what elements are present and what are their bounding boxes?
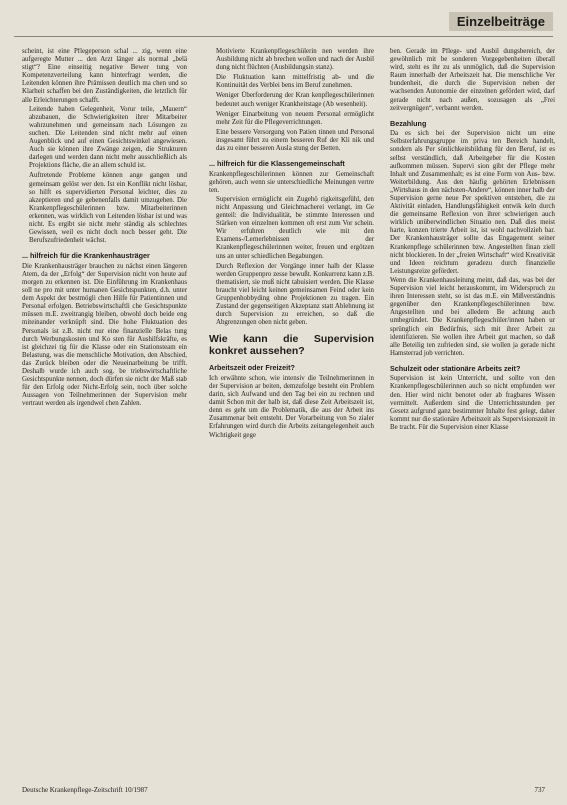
- paragraph: ben. Gerade im Pflege- und Ausbil dungsbereich, der gewöhnlich mit be sonderen Vorgegebenheiten überall wird, steht es ihr zu als unmöglich, daß die Supervision Raum innerhalb der Arbeitszeit hat. Die menschliche Ver bundenheit, die durch die Supervision neben der wachsenden Autonomie der einzelnen gefördert wird, darf gerade nicht nach außen, sozusagen als „Frei zeitvergnügen“, verbannt werden.: [390, 48, 555, 112]
- page-number: 737: [534, 786, 545, 794]
- column-left: [22, 48, 187, 770]
- column-middle: [209, 48, 374, 770]
- paragraph: Da es sich bei der Supervision nicht um eine Selbsterfahrungsgruppe im priva ten Bereich handelt, sondern als Per sönlichkeitsbildung für den Beruf, ist es selbst verständlich, daß Arbeitgeber für die Kosten aufkommen müssen. Supervi sion gibt der Pflege mehr Inhalt und Zusammenhalt; es ist eine Form von Aus- bzw. Weiterbildung. Aus den häufig gehörten Erlebnissen „Wirtshaus in den nächsten-Andere“, können inner halb der Supervision gerne neue Per spektiven entstehen, die zu Aktivität einladen, Handlungsfähigkeit entwik keln durch die gemeinsame Reflexion von ihrer schwierigen auch wirklich unüberwindlichen Situatio nen. Daß dies meist harte, konzen trierte Arbeit ist, ist wohl nachvollzieh bar. Der Krankenhausträger sollte das Engagement seiner Krankenpflege schülerinnen bzw. Angestellten finan ziell nicht blockieren. In der „freien Wirtschaft“ wird Kreativität und Ideen reichtum geradezu durch finanzielle Leistungsreize gefördert.: [390, 130, 555, 275]
- paragraph: Die Krankenhausträger brauchen zu nächst einen längeren Atem, da der „Erfolg“ der Supervision nicht von heute auf morgen zu erkennen ist. Die Einführung im Krankenhaus soll ne pro mit unter humanen Gesichtspunkten, d.h. unter dem Aspekt der bestmögli chen Hilfe für Patientinnen und Personal erfolgen. Betriebswirtschaftli che Gesichtspunkte müssen m.E. zweitrangig bleiben, obwohl doch beide eng miteinander verknüpft sind. Die hohe Fluktuation des Personals ist z.B. nicht nur eine finanzielle Belas tung durch Werbungskosten und Ko sten für Aushilfskräfte, es ist gleichzei tig für die Klasse oder ein Stationsteam ein Belastung, was die menschliche Motivation, den Abschied, das Zurück bleiben oder die Neueinarbeitung be trifft. Deshalb wurde ich auch sog. be triebswirtschaftliche Gesichtspunkte nennen, doch dürfen sie nicht der Maß stab für den Erfolg oder Nicht-Erfolg sein, noch über solche Aussagen von Teilnehmerinnen der Supervision mehr vertraut werden als irgendwel chen Zahlen.: [22, 262, 187, 408]
- section-heading: Wie kann die Supervision konkret aussehen?: [209, 333, 374, 358]
- section-label: Einzelbeiträge: [449, 12, 553, 31]
- bullet-list: [209, 48, 374, 153]
- subheading: ... hilfreich für die Krankenhausträger: [22, 251, 150, 261]
- journal-name: Deutsche Krankenpflege-Zeitschrift 10/1987: [22, 786, 148, 794]
- subheading: Schulzeit oder stationäre Arbeits zeit?: [390, 363, 521, 373]
- list-item: • Auftretende Probleme können ange gangen und gemeinsam gelöst wer den. Ist ein Konflikt nicht lösbar, so hilft es supervidierten Personal leichter, dies zu akzeptieren und ge gebenenfalls damit umzugehen. Die Krankenpflegeschülerinnen bzw. Mitarbeiterinnen erkennen, was wirklich von Leitenden lösbar ist und was nicht. Es ergibt sie nicht mehr ständig als schlechtes Gewissen, weil es nicht doch noch besser geht. Die Berufszufriedenheit wächst.: [29, 172, 187, 245]
- list-item: • Leitende haben Gelegenheit, Vorur teile, „Mauern“ abzubauen, die Schwierigkeiten ihrer Mitarbeiter wahrzunehmen und gemeinsam nach Lösungen zu suchen. Die Leitenden sind nicht mehr auf einen Augenblick und auf einen Gesichtswinkel angewiesen. Auch sie können ihre Zwänge zeigen, die Strukturen darlegen und werden dann nicht mehr ausschließlich als Projektions fläche, die an allem schuld ist.: [29, 106, 187, 171]
- paragraph: Supervision ist kein Unterricht, und sollte von den Krankenpflegeschülerinnen auch so nicht empfunden wer den. Hier wird nicht benotet oder ab fragbares Wissen vermittelt. Außerdem sind die Unterrichtsstunden per Gesetz aufgrund ganz bestimmter Inhalte fest gelegt, daher kommt nur die stationäre Arbeitszeit als Supervisionszeit in Be tracht. Für die Supervision einer Klasse: [390, 375, 555, 431]
- subheading: Arbeitszeit oder Freizeit?: [209, 363, 295, 373]
- bullet-list: [209, 196, 374, 328]
- header-bar: [14, 8, 553, 37]
- list-item: • Die Fluktuation kann mittelfristig ab- und die Kontinuität des Verblei bens im Beruf zunehmen.: [216, 74, 374, 90]
- list-item: • Supervision ermöglicht ein Zugehö rigkeitsgefühl, den nicht Anpassung und Gleichmacherei verlangt, im Ge genteil: die Individualität, be stimmte Interessen und Stärken von einzelnen kommen oft erst zum Vor schein. Wir erfuhren deutlich wie mit den Examens-/Lernerlebnissen der Krankenpflegeschülerinnen weiter, freuen und ergötzen uns an unter schiedlichen Begabungen.: [216, 196, 374, 261]
- list-item: • Weniger Einarbeitung von neuem Personal ermöglicht mehr Zeit für die Pflegeverrichtungen.: [216, 111, 374, 127]
- paragraph: Ich erwähnte schon, wie intensiv die Teilnehmerinnen in der Supervision ar beiten, demzufolge besteht ein Problem darin, sich Aufwand und den Tag bei ein zu rechnen und damit Schon mit der halb ist, daß diese Zeit Arbeitszeit ist, denn es geht um die Problematik, die aus der Arbeit ins Zusammenar beit entsteht. Der Vorarbeitung von So zialer Erfahrungen wird durch die Arbeits zeitangelegenheit auch Wichtigkeit gege: [209, 374, 374, 439]
- list-item: • Eine bessere Versorgung von Patien tinnen und Personal insgesamt führt zu einem besseren Ruf der Kli nik und das zu einer besseren Ausla stung der Betten.: [216, 129, 374, 153]
- paragraph: Krankenpflegeschülerinnen können zur Gemeinschaft gehören, auch wenn sie unterschiedliche Meinungen vertre ten.: [209, 170, 374, 194]
- bullet-list: [22, 106, 187, 246]
- list-item: • Durch Reflexion der Vorgänge inner halb der Klasse werden Gruppenpro zesse bewußt. Konkurrenz kann z.B. thematisiert, sie muß nicht tabuisiert werden. Die Klasse braucht viel leicht keinen gemeinsamen Feind oder kein Gruppenhobbyding ohne Projektionen zu tragen. Ein Zustand der gegenseitigen Akzeptanz statt Ablehnung ist durch Supervision zu erreichen, so daß die Abgrenzungen oben nicht geben.: [216, 263, 374, 328]
- paragraph: scheint, ist eine Pflegeperson schal ... zig, wenn eine aufgeregte Mutter ... den Arzt länger als normal „belä stigt“? Eine einseitig negative Bewer tung von Kompetenzverteilung kann hinterfragt werden, die Leitenden können ihre Prämissen deutlich ma chen und so Klarheit schaffen bei den Zuständigkeiten, die letztlich für alle Erleichterungen schafft.: [22, 48, 187, 104]
- subheading: Bezahlung: [390, 118, 427, 128]
- list-item: • Weniger Überforderung der Kran kenpflegeschülerinnen bedeutet auch weniger Krankheitstage (Ab wesenheit).: [216, 92, 374, 108]
- paragraph: Wenn die Krankenhausleitung meint, daß das, was bei der Supervision viel leicht herauskommt, im Widerspruch zu ihren Interessen steht, so ist das m.E. ein Mißverständnis gegenüber den Krankenpflegeschülerinnen bzw. Angestellten und bei alledem Be achtung auch umbegründet. Die Krankenpflegeschüler/innen haben ur sprünglich ein Bedürfnis, sich mit ihrer Arbeit zu identifizieren. Sie wollen ihre Arbeit gut machen, so daß alle Beteilig ten zufrieden sind, sie wollen ja gerade nicht Hamsterrad job verrichten.: [390, 276, 555, 357]
- column-right: [390, 48, 555, 770]
- subheading: ... hilfreich für die Klassengemeinschaft: [209, 159, 345, 169]
- list-item: • Motivierte Krankenpflegeschülerin nen werden ihre Ausbildung nicht ab brechen wollen und nach der Ausbil dung nicht flüchten (Ausbildungsin stanz).: [216, 48, 374, 72]
